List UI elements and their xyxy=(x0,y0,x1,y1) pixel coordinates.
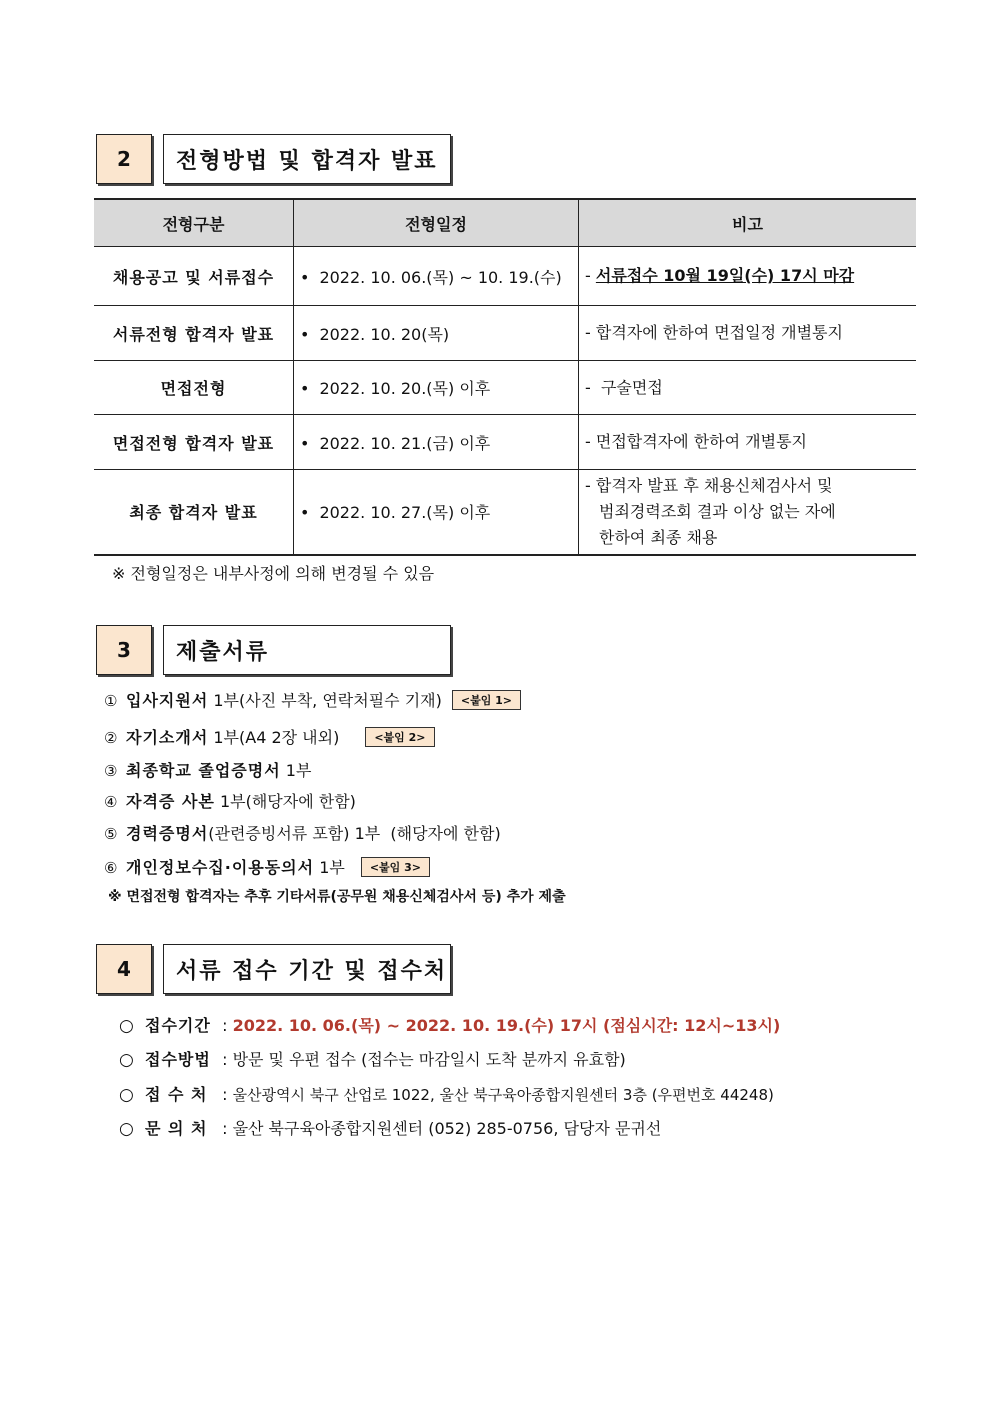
date-cell: • 2022. 10. 20.(목) 이후 xyxy=(294,361,579,415)
stage-cell: 최종 합격자 발표 xyxy=(94,470,294,555)
attachment-tag: <붙임 2> xyxy=(365,727,434,747)
list-item: ③ 최종학교 졸업증명서 1부 xyxy=(104,761,312,780)
reception-contact: ○ 문 의 처 : 울산 북구육아종합지원센터 (052) 285-0756, 담당자 문귀선 xyxy=(119,1119,662,1139)
list-item: ⑤ 경력증명서(관련증빙서류 포함) 1부 (해당자에 한함) xyxy=(104,824,501,843)
date-cell: • 2022. 10. 21.(금) 이후 xyxy=(294,415,579,470)
schedule-table xyxy=(94,198,916,556)
col-header-date: 전형일정 xyxy=(294,199,579,247)
schedule-footnote: ※ 전형일정은 내부사정에 의해 변경될 수 있음 xyxy=(112,564,435,583)
note-cell: - 구술면접 xyxy=(579,361,917,415)
list-item: ② 자기소개서 1부(A4 2장 내외) <붙임 2> xyxy=(104,725,435,748)
section-title: 제출서류 xyxy=(163,625,451,675)
stage-cell: 면접전형 합격자 발표 xyxy=(94,415,294,470)
table-header-row xyxy=(94,199,916,247)
note-cell: - 면접합격자에 한하여 개별통지 xyxy=(579,415,917,470)
col-header-stage: 전형구분 xyxy=(94,199,294,247)
stage-cell: 서류전형 합격자 발표 xyxy=(94,306,294,361)
table-row xyxy=(94,415,916,470)
col-header-note: 비고 xyxy=(579,199,917,247)
note-cell: - 서류접수 10월 19일(수) 17시 마감 xyxy=(579,247,917,306)
reception-period: ○ 접수기간 : 2022. 10. 06.(목) ~ 2022. 10. 19.(수) 17시 (점심시간: 12시~13시) xyxy=(119,1016,781,1036)
reception-method: ○ 접수방법 : 방문 및 우편 접수 (접수는 마감일시 도착 분까지 유효함) xyxy=(119,1050,626,1070)
reception-place: ○ 접 수 처 : 울산광역시 북구 산업로 1022, 울산 북구육아종합지원센터 3층 (우편번호 44248) xyxy=(119,1085,774,1105)
stage-cell: 채용공고 및 서류접수 xyxy=(94,247,294,306)
table-row xyxy=(94,470,916,555)
table-row xyxy=(94,247,916,306)
table-row xyxy=(94,306,916,361)
section-number: 3 xyxy=(96,625,152,675)
note-cell: - 합격자에 한하여 면접일정 개별통지 xyxy=(579,306,917,361)
section-title: 서류 접수 기간 및 접수처 xyxy=(163,944,451,994)
date-cell: • 2022. 10. 20(목) xyxy=(294,306,579,361)
note-cell: - 합격자 발표 후 채용신체검사서 및 범죄경력조회 결과 이상 없는 자에 한하여 최종 채용 xyxy=(579,470,917,555)
attachment-tag: <붙임 3> xyxy=(361,857,430,877)
section-number: 2 xyxy=(96,134,152,184)
list-item: ① 입사지원서 1부(사진 부착, 연락처필수 기재) <붙임 1> xyxy=(104,688,521,711)
section-title: 전형방법 및 합격자 발표 xyxy=(163,134,451,184)
stage-cell: 면접전형 xyxy=(94,361,294,415)
section-number: 4 xyxy=(96,944,152,994)
list-item: ⑥ 개인정보수집·이용동의서 1부 <붙임 3> xyxy=(104,855,430,878)
list-item: ④ 자격증 사본 1부(해당자에 한함) xyxy=(104,792,356,811)
attachment-tag: <붙임 1> xyxy=(452,690,521,710)
documents-note: ※ 면접전형 합격자는 추후 기타서류(공무원 채용신체검사서 등) 추가 제출 xyxy=(108,889,566,905)
table-row xyxy=(94,361,916,415)
date-cell: • 2022. 10. 06.(목) ~ 10. 19.(수) xyxy=(294,247,579,306)
date-cell: • 2022. 10. 27.(목) 이후 xyxy=(294,470,579,555)
